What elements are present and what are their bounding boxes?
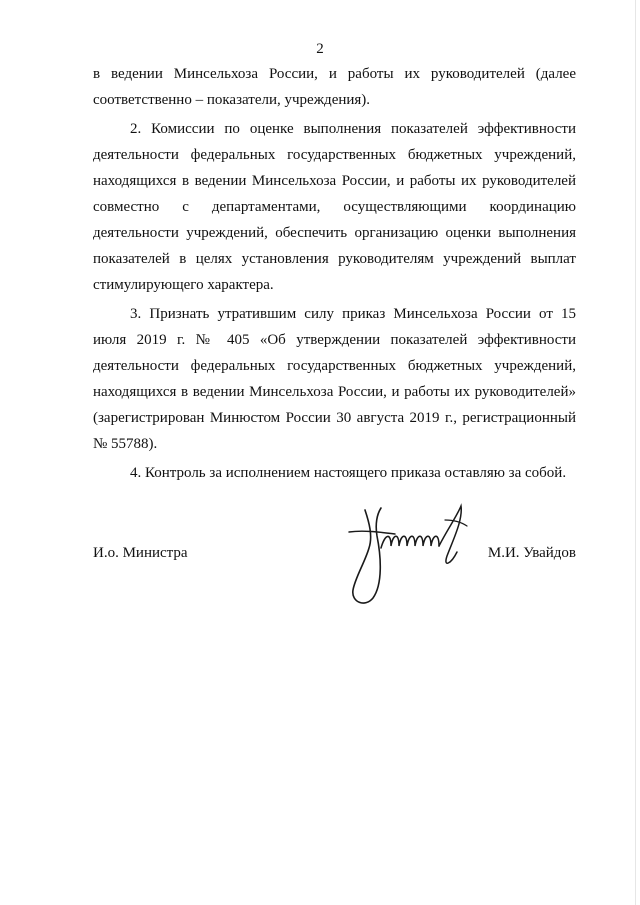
paragraph-item-2: 2. Комиссии по оценке выполнения показателей эффективности деятельности федеральных государственных бюджетных учреждений, находящихся в ведении Минсельхоза России, и работы их руководителей совместно с департаментами, осуществляющими координацию деятельности учреждений, обеспечить организацию оценки выполнения показателей в целях установления руководителям учреждений выплат стимулирующего характера. xyxy=(93,121,576,293)
page-number: 2 xyxy=(316,41,324,57)
paragraph-item-4: 4. Контроль за исполнением настоящего приказа оставляю за собой. xyxy=(130,465,567,481)
document-body xyxy=(93,61,576,489)
signatory-title: И.о. Министра xyxy=(93,545,188,561)
scan-edge-line xyxy=(635,0,636,905)
signature-block xyxy=(93,540,576,566)
paragraph-item-3: 3. Признать утратившим силу приказ Минсельхоза России от 15 июля 2019 г. № 405 «Об утверждении показателей эффективности деятельности федеральных государственных бюджетных учреждений, находящихся в ведении Минсельхоза России, и работы их руководителей» (зарегистрирован Минюстом России 30 августа 2019 г., регистрационный № 55788). xyxy=(93,306,576,452)
signatory-name: М.И. Увайдов xyxy=(487,545,576,561)
paragraph-continuation: в ведении Минсельхоза России, и работы их руководителей (далее соответственно – показатели, учреждения). xyxy=(93,66,576,108)
